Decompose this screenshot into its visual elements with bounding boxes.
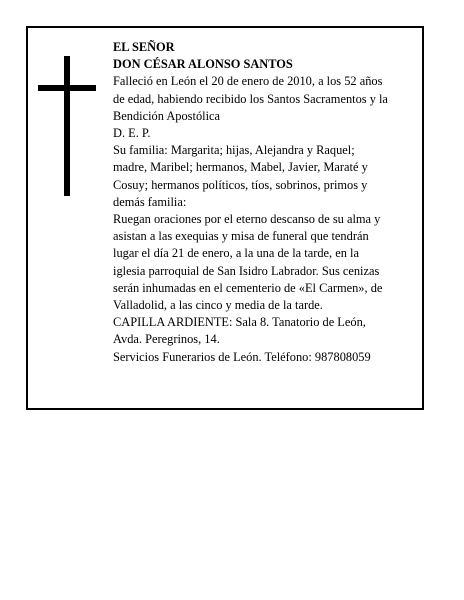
body-line: lugar el día 21 de enero, a la una de la tarde, en la	[113, 246, 359, 261]
body-line: demás familia:	[113, 194, 187, 209]
body-line: Bendición Apostólica	[113, 108, 221, 123]
body-line: Su familia: Margarita; hijas, Alejandra y Raquel;	[113, 143, 355, 158]
body-line: Cosuy; hermanos políticos, tíos, sobrinos, primos y	[113, 177, 368, 192]
body-line: Ruegan oraciones por el eterno descanso de su alma y	[113, 212, 381, 227]
title-line-1: EL SEÑOR	[113, 40, 175, 54]
body-line: D. E. P.	[113, 126, 151, 141]
obituary-text	[113, 39, 415, 366]
body-line: asistan a las exequias y misa de funeral que tendrán	[113, 229, 369, 244]
body-line: CAPILLA ARDIENTE: Sala 8. Tanatorio de León,	[113, 315, 366, 330]
body-line: de edad, habiendo recibido los Santos Sacramentos y la	[113, 91, 388, 106]
body-line: Falleció en León el 20 de enero de 2010, a los 52 años	[113, 74, 383, 89]
body-line: Valladolid, a las cinco y media de la tarde.	[113, 298, 323, 313]
title-line-2: DON CÉSAR ALONSO SANTOS	[113, 57, 293, 72]
body-line: Servicios Funerarios de León. Teléfono: 987808059	[113, 349, 371, 364]
cross-icon	[38, 56, 96, 196]
cross-vertical-bar	[64, 56, 70, 196]
body-line: iglesia parroquial de San Isidro Labrador. Sus cenizas	[113, 263, 380, 278]
body-line: madre, Maribel; hermanos, Mabel, Javier, Maraté y	[113, 160, 368, 175]
cross-horizontal-bar	[38, 85, 96, 91]
body-line: Avda. Peregrinos, 14.	[113, 332, 220, 347]
body-line: serán inhumadas en el cementerio de «El Carmen», de	[113, 280, 383, 295]
